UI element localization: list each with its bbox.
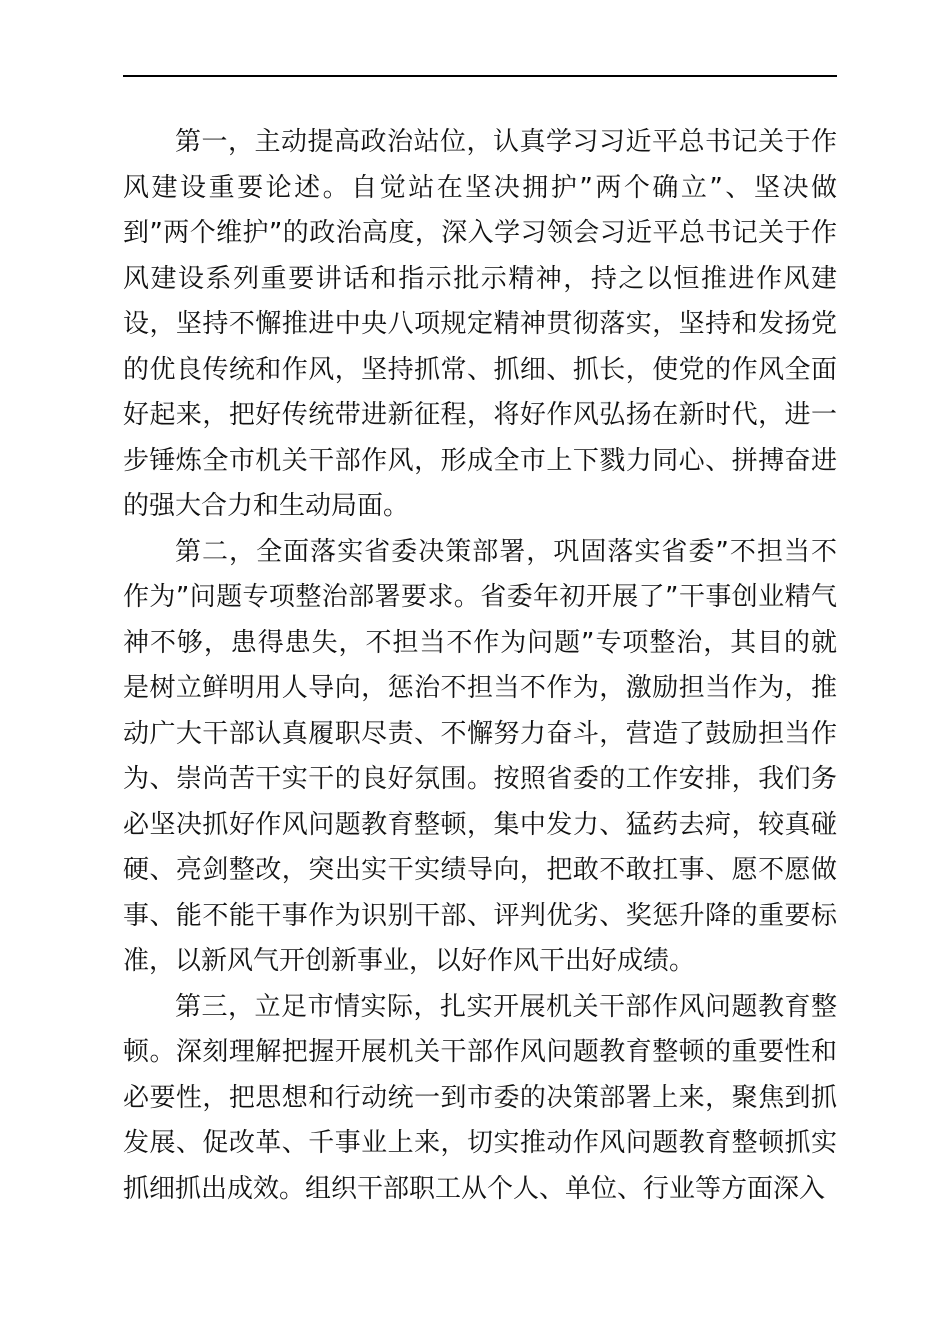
- document-body: [123, 120, 837, 1212]
- paragraph-3: 第三，立足市情实际，扎实开展机关干部作风问题教育整顿。深刻理解把握开展机关干部作风问题教育整顿的重要性和必要性，把思想和行动统一到市委的决策部署上来，聚焦到抓发展、促改革、千事业上来，切实推动作风问题教育整顿抓实抓细抓出成效。组织干部职工从个人、单位、行业等方面深入: [123, 991, 837, 1204]
- header-rule: [123, 75, 837, 77]
- paragraph-1: 第一，主动提高政治站位，认真学习习近平总书记关于作风建设重要论述。自觉站在坚决拥护”两个确立”、坚决做到”两个维护”的政治高度，深入学习领会习近平总书记关于作风建设系列重要讲话和指示批示精神，持之以恒推进作风建设，坚持不懈推进中央八项规定精神贯彻落实，坚持和发扬党的优良传统和作风，坚持抓常、抓细、抓长，使党的作风全面好起来，把好传统带进新征程，将好作风弘扬在新时代，进一步锤炼全市机关干部作风，形成全市上下戮力同心、拼搏奋进的强大合力和生动局面。: [123, 127, 837, 521]
- paragraph-2: 第二，全面落实省委决策部署，巩固落实省委”不担当不作为”问题专项整治部署要求。省委年初开展了”干事创业精气神不够，患得患失，不担当不作为问题”专项整治，其目的就是树立鲜明用人导向，惩治不担当不作为，激励担当作为，推动广大干部认真履职尽责、不懈努力奋斗，营造了鼓励担当作为、崇尚苦干实干的良好氛围。按照省委的工作安排，我们务必坚决抓好作风问题教育整顿，集中发力、猛药去疴，较真碰硬、亮剑整改，突出实干实绩导向，把敢不敢扛事、愿不愿做事、能不能干事作为识别干部、评判优劣、奖惩升降的重要标准，以新风气开创新事业，以好作风干出好成绩。: [123, 536, 837, 976]
